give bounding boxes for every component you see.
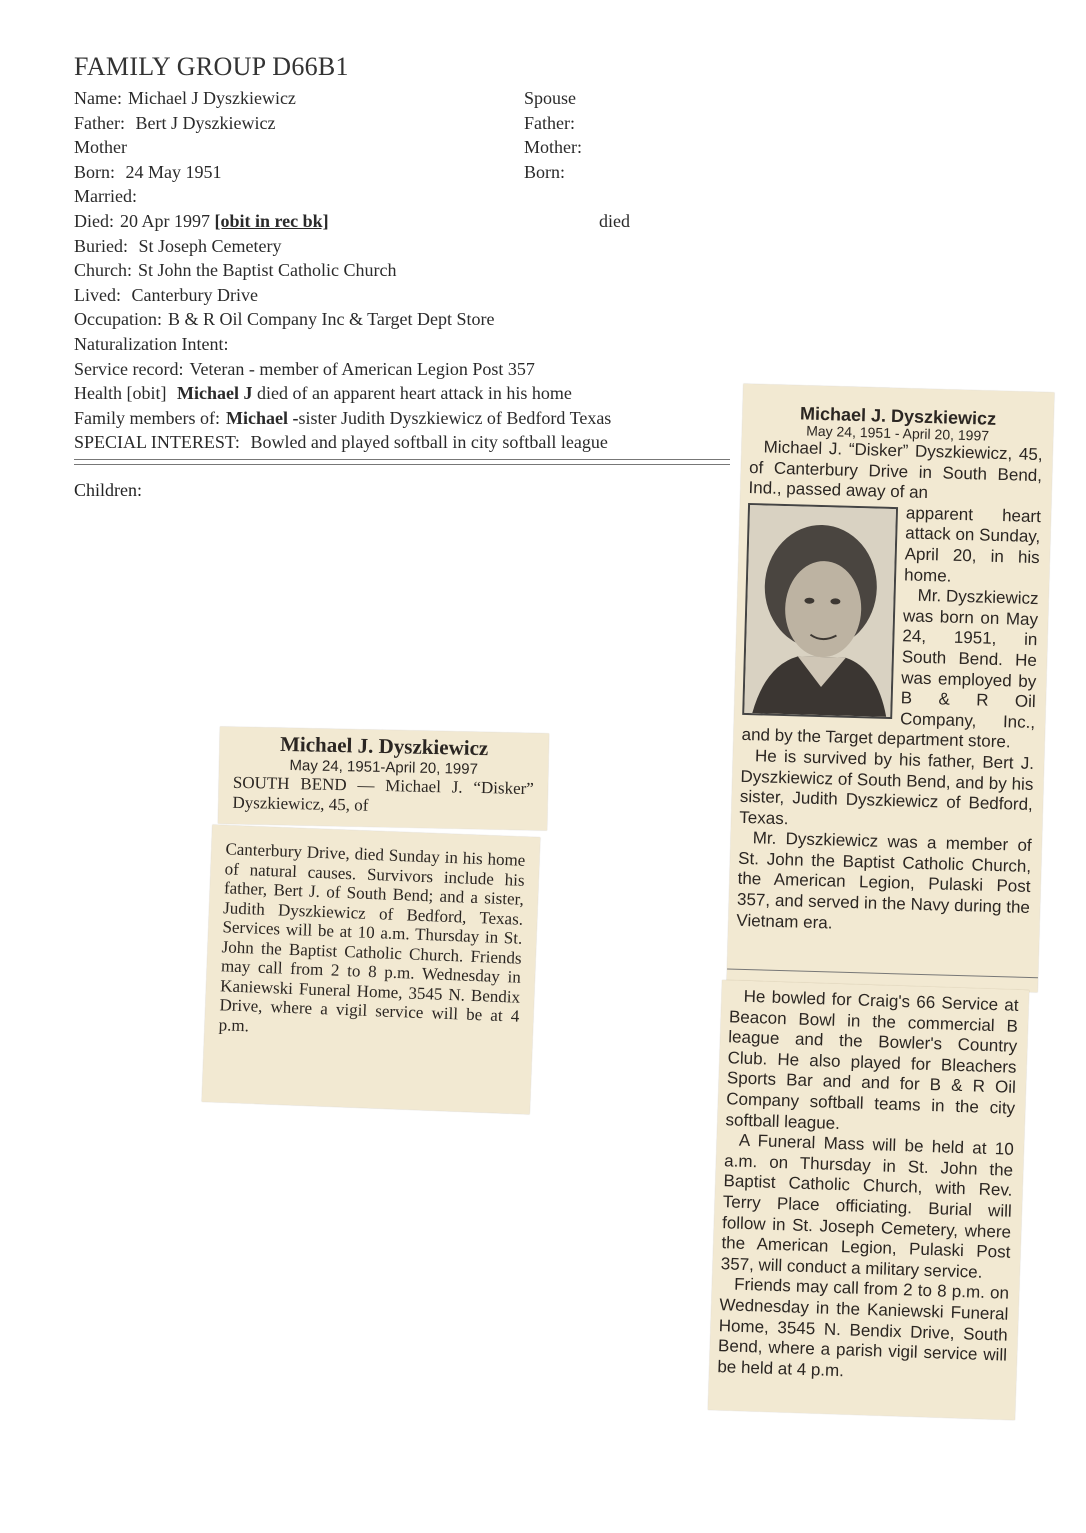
buried-value: St Joseph Cemetery — [138, 235, 282, 256]
health-row: Health [obit] Michael J died of an apparent heart attack in his home — [74, 383, 572, 404]
large-clipping-heading: Michael J. Dyszkiewicz — [799, 403, 997, 429]
spouse-father-label: Father: — [524, 112, 575, 133]
portrait-image — [744, 505, 896, 717]
naturalization-row: Naturalization Intent: — [74, 333, 229, 354]
large-clipping-intro: Michael J. “Disker” Dyszkiewicz, 45, of Canterbury Drive in South Bend, Ind., passed away of an — [748, 437, 1043, 503]
large-clipping-membership: Mr. Dyszkiewicz was a member of St. John the Baptist Catholic Church, the American Legion, Pulaski Post 357, and served in the Navy during the Vietnam era. — [736, 828, 1032, 933]
lived-row: Lived: Canterbury Drive — [74, 284, 258, 305]
occupation-row: Occupation: B & R Oil Company Inc & Target Dept Store — [74, 309, 495, 330]
small-clipping-heading: Michael J. Dyszkiewicz — [279, 731, 489, 761]
mother-row: Mother — [74, 137, 127, 158]
large-clipping-visitation: Friends may call from 2 to 8 p.m. on Wednesday in the Kaniewski Funeral Home, 3545 N. Bendix Drive, South Bend, where a parish vigil service will be held at 4 p.m. — [717, 1274, 1010, 1380]
large-clipping-bottom — [708, 980, 1029, 1420]
married-row: Married: — [74, 186, 137, 207]
born-row: Born: 24 May 1951 — [74, 161, 222, 182]
name-value: Michael J Dyszkiewicz — [127, 88, 296, 108]
small-clipping-dates: May 24, 1951-April 20, 1997 — [289, 757, 479, 778]
large-clipping-top — [727, 384, 1055, 992]
father-value: Bert J Dyszkiewicz — [135, 112, 276, 133]
spouse-died-label: died — [599, 211, 630, 231]
small-clipping-body: Canterbury Drive, died Sunday in his home of natural causes. Survivors include his father, Bert J. of South Bend; and a sister, Judith Dyszkiewicz of Bedford, Texas. Services will be at 10 a.m. Thursday in St. John the Baptist Catholic Church. Friends may call from 2 to 8 p.m. Wednesday in Kaniewski Funeral Home, 3545 N. Bendix Drive, where a vigil service will be at 4 p.m. — [218, 839, 526, 1035]
family-value: sister Judith Dyszkiewicz of Bedford Texas — [298, 407, 612, 428]
large-clipping-funeral: A Funeral Mass will be held at 10 a.m. on Thursday in St. John the Baptist Catholic Church, with Rev. Terry Place officiating. Burial will follow in St. Joseph Cemetery, where the American Legion, Pulaski Post 357, will conduct a military service. — [720, 1130, 1015, 1282]
small-clipping-lead: SOUTH BEND — Michael J. “Disker” Dyszkiewicz, 45, of — [232, 772, 535, 815]
children-label: Children: — [74, 480, 142, 500]
clipping-cut-line — [727, 969, 1038, 979]
lived-value: Canterbury Drive — [131, 284, 258, 305]
spouse-mother-label: Mother: — [524, 137, 582, 158]
small-clipping-bottom — [202, 825, 540, 1114]
church-value: St John the Baptist Catholic Church — [138, 260, 397, 281]
church-row: Church: St John the Baptist Catholic Church — [74, 260, 397, 281]
large-clipping-survivors: He is survived by his father, Bert J. Dyszkiewicz of South Bend, and by his sister, Judith Dyszkiewicz of Bedford, Texas. — [739, 746, 1035, 828]
section-divider — [74, 459, 730, 465]
obit-link[interactable]: [obit in rec bk] — [214, 210, 329, 231]
service-row: Service record: Veteran - member of American Legion Post 357 — [74, 358, 535, 379]
born-value: 24 May 1951 — [125, 161, 222, 182]
large-clipping-wrap: apparent heart attack on Sunday, April 20, in his home. — [903, 503, 1042, 586]
father-row: Father: Bert J Dyszkiewicz — [74, 112, 276, 133]
buried-row: Buried: St Joseph Cemetery — [74, 235, 282, 256]
died-row: Died: 20 Apr 1997 [obit in rec bk] — [74, 210, 329, 231]
large-clipping-born: Mr. Dyszkiewicz was born on May 24, 1951, in South Bend. He was employed by B & R Oil Company, Inc., and by the Target department store. — [741, 585, 1039, 752]
health-value: died of an apparent heart attack in his home — [256, 383, 572, 404]
died-value: 20 Apr 1997 — [120, 210, 210, 231]
name-row: Name: Michael J Dyszkiewicz — [74, 88, 296, 108]
small-clipping-top — [218, 727, 549, 831]
special-interest-row: SPECIAL INTEREST: Bowled and played softball in city softball league — [74, 432, 608, 453]
special-interest-value: Bowled and played softball in city softball league — [250, 432, 608, 453]
spouse-born-label: Born: — [524, 161, 566, 182]
page-title: FAMILY GROUP D66B1 — [74, 52, 349, 81]
family-row: Family members of: Michael -sister Judith Dyszkiewicz of Bedford Texas — [74, 407, 612, 428]
spouse-label: Spouse — [524, 88, 577, 108]
large-clipping-bowling: He bowled for Craig's 66 Service at Beacon Bowl in the commercial B league and the Bowler's Country Club. He also played for Bleachers Sports Bar and and for B & R Oil Company softball teams in the city softball league. — [725, 986, 1019, 1133]
service-value: Veteran - member of American Legion Post 357 — [189, 358, 535, 379]
portrait-photo — [742, 503, 898, 719]
spouse-fields — [524, 86, 582, 184]
large-clipping-dates: May 24, 1951 - April 20, 1997 — [805, 422, 990, 444]
occupation-value: B & R Oil Company Inc & Target Dept Store — [167, 309, 495, 330]
